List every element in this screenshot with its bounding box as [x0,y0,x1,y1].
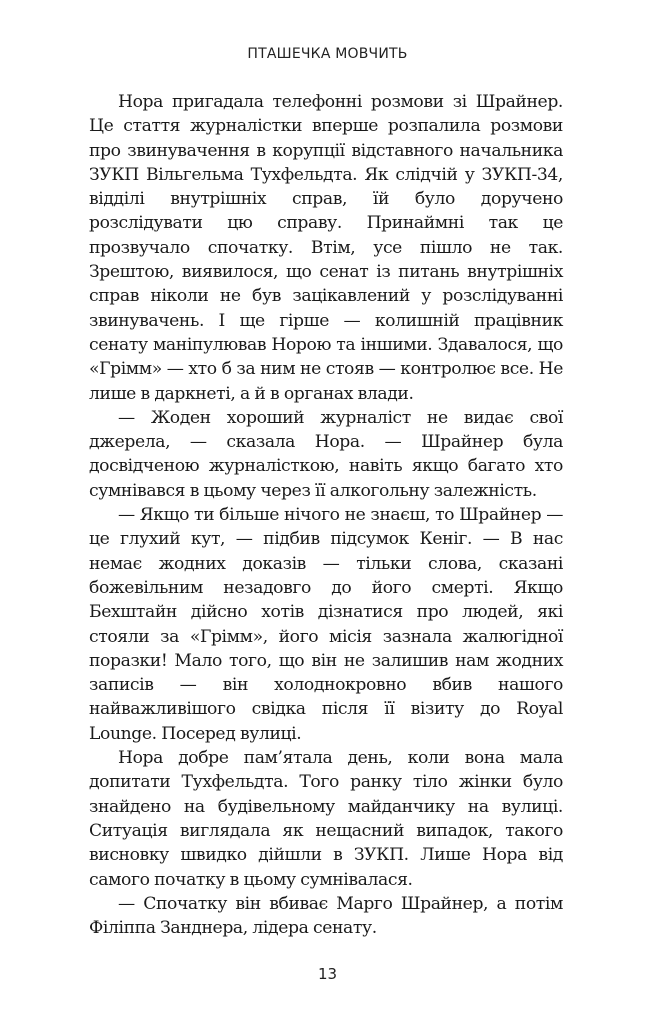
paragraph: — Якщо ти більше нічого не знаєш, то Шрайнер — це глухий кут, — підбив підсумок Кеніг. — В нас немає жодних доказів — тільки слова, сказані божевільним незадовго до його смерті. Якщо Бехштайн дійсно хотів дізнатися про людей, які стояли за «Грімм», його місія зазнала жалюгідної поразки! Мало того, що він не залишив нам жодних записів — він холоднокровно вбив нашого найважливішого свідка після її візиту до Royal Lounge. Посеред вулиці. [89,505,563,744]
page-number: 13 [317,965,338,983]
paragraph: Нора пригадала телефонні розмови зі Шрайнер. Це стаття журналістки вперше розпалила розмови про звинувачення в корупції відставного начальника ЗУКП Вільгельма Тухфельдта. Як слідчій у ЗУКП-34, відділі внутрішніх справ, їй було доручено розслідувати цю справу. Принаймні так це прозвучало спочатку. Втім, усе пішло не так. Зрештою, виявилося, що сенат із питань внутрішніх справ ніколи не був зацікавлений у розслідуванні звинувачень. І ще гірше — колишній працівник сенату маніпулював Норою та іншими. Здавалося, що «Грімм» — хто б за ним не стояв — контролює все. Не лише в даркнеті, а й в органах влади. [89,92,563,404]
body-text [89,90,563,940]
paragraph: Нора добре пам’ятала день, коли вона мала допитати Тухфельдта. Того ранку тіло жінки було знайдено на будівельному майданчику на вулиці. Ситуація виглядала як нещасний випадок, такого висновку швидко дійшли в ЗУКП. Лише Нора від самого початку в цьому сумнівалася. [89,748,563,890]
paragraph: — Жоден хороший журналіст не видає свої джерела, — сказала Нора. — Шрайнер була досвідченою журналісткою, навіть якщо багато хто сумнівався в цьому через її алкогольну залежність. [89,407,563,501]
running-header: ПТАШЕЧКА МОВЧИТЬ [247,46,408,62]
paragraph: — Спочатку він вбиває Марго Шрайнер, а потім Філіппа Занднера, лідера сенату. [89,893,563,939]
